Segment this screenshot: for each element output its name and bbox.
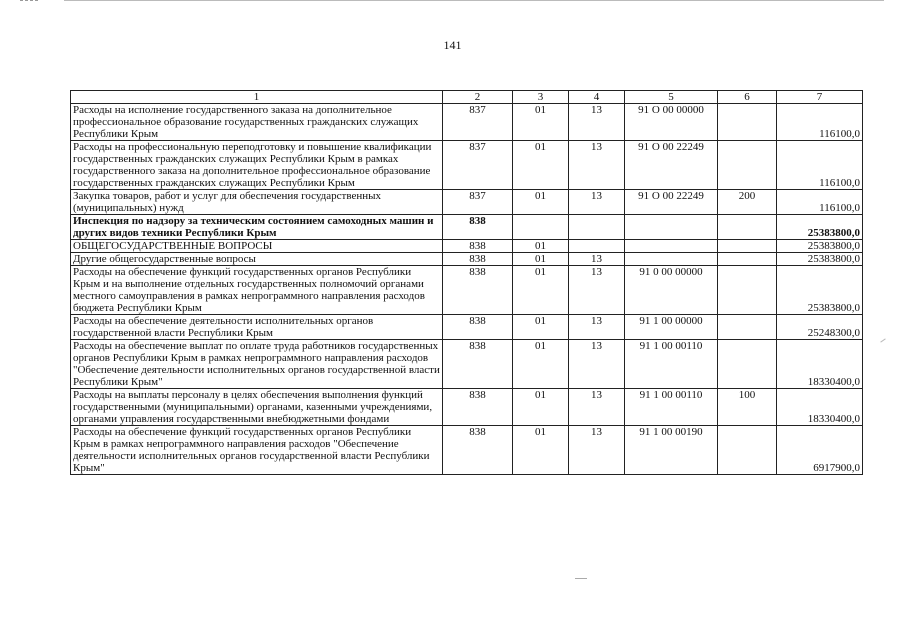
row-ministry-code-cell: 837 xyxy=(443,190,513,215)
row-subsection-cell: 13 xyxy=(569,190,625,215)
column-header: 2 xyxy=(443,91,513,104)
row-name-cell: Расходы на обеспечение деятельности исполнительных органов государственной власти Республики Крым xyxy=(71,315,443,340)
row-target-article-cell: 91 1 00 00000 xyxy=(625,315,718,340)
row-subsection-cell: 13 xyxy=(569,315,625,340)
row-ministry-code-cell: 838 xyxy=(443,240,513,253)
row-expense-type-cell: 100 xyxy=(718,389,777,426)
table-row xyxy=(71,190,863,215)
row-section-cell: 01 xyxy=(513,104,569,141)
row-expense-type-cell xyxy=(718,340,777,389)
row-amount-cell: 25383800,0 xyxy=(777,266,863,315)
row-name-cell: Расходы на исполнение государственного заказа на дополнительное профессиональное образование государственных гражданских служащих Республики Крым xyxy=(71,104,443,141)
row-amount-cell: 6917900,0 xyxy=(777,426,863,475)
row-expense-type-cell xyxy=(718,240,777,253)
table-row xyxy=(71,141,863,190)
row-section-cell: 01 xyxy=(513,389,569,426)
row-section-cell: 01 xyxy=(513,190,569,215)
scan-artifact xyxy=(64,0,884,1)
row-name-cell: ОБЩЕГОСУДАРСТВЕННЫЕ ВОПРОСЫ xyxy=(71,240,443,253)
row-ministry-code-cell: 838 xyxy=(443,426,513,475)
row-target-article-cell: 91 О 00 22249 xyxy=(625,141,718,190)
scan-artifact xyxy=(20,0,38,2)
column-header: 1 xyxy=(71,91,443,104)
row-section-cell: 01 xyxy=(513,426,569,475)
row-ministry-code-cell: 837 xyxy=(443,104,513,141)
table-row xyxy=(71,426,863,475)
row-amount-cell: 116100,0 xyxy=(777,104,863,141)
row-ministry-code-cell: 838 xyxy=(443,253,513,266)
row-name-cell: Закупка товаров, работ и услуг для обеспечения государственных (муниципальных) нужд xyxy=(71,190,443,215)
row-amount-cell: 25383800,0 xyxy=(777,215,863,240)
row-subsection-cell: 13 xyxy=(569,389,625,426)
row-subsection-cell: 13 xyxy=(569,426,625,475)
table-row xyxy=(71,266,863,315)
row-target-article-cell xyxy=(625,215,718,240)
row-name-cell: Расходы на обеспечение выплат по оплате труда работников государственных органов Республики Крым в рамках непрограммного направления расходов "Обеспечение деятельности исполнительных органов государственной власти Республики Крым" xyxy=(71,340,443,389)
row-amount-cell: 18330400,0 xyxy=(777,389,863,426)
row-subsection-cell: 13 xyxy=(569,104,625,141)
row-amount-cell: 25383800,0 xyxy=(777,253,863,266)
row-target-article-cell xyxy=(625,240,718,253)
row-subsection-cell xyxy=(569,215,625,240)
column-header: 5 xyxy=(625,91,718,104)
row-section-cell: 01 xyxy=(513,340,569,389)
table-row xyxy=(71,315,863,340)
page-number: 141 xyxy=(443,38,462,52)
row-subsection-cell: 13 xyxy=(569,340,625,389)
table-row xyxy=(71,340,863,389)
row-section-cell xyxy=(513,215,569,240)
row-name-cell: Инспекция по надзору за техническим состоянием самоходных машин и других видов техники Республики Крым xyxy=(71,215,443,240)
scan-artifact xyxy=(575,578,587,579)
row-name-cell: Расходы на обеспечение функций государственных органов Республики Крым в рамках непрограммного направления расходов "Обеспечение деятельности исполнительных органов государственной власти Республики Крым" xyxy=(71,426,443,475)
row-target-article-cell: 91 1 00 00110 xyxy=(625,389,718,426)
row-expense-type-cell: 200 xyxy=(718,190,777,215)
row-target-article-cell xyxy=(625,253,718,266)
row-target-article-cell: 91 О 00 00000 xyxy=(625,104,718,141)
row-ministry-code-cell: 837 xyxy=(443,141,513,190)
budget-table xyxy=(70,90,863,475)
row-section-cell: 01 xyxy=(513,240,569,253)
table-row xyxy=(71,240,863,253)
row-subsection-cell xyxy=(569,240,625,253)
row-expense-type-cell xyxy=(718,104,777,141)
column-header: 4 xyxy=(569,91,625,104)
scan-artifact xyxy=(880,338,885,342)
column-header: 6 xyxy=(718,91,777,104)
row-section-cell: 01 xyxy=(513,141,569,190)
row-ministry-code-cell: 838 xyxy=(443,266,513,315)
row-amount-cell: 25383800,0 xyxy=(777,240,863,253)
row-expense-type-cell xyxy=(718,266,777,315)
row-name-cell: Другие общегосударственные вопросы xyxy=(71,253,443,266)
row-amount-cell: 116100,0 xyxy=(777,190,863,215)
row-expense-type-cell xyxy=(718,426,777,475)
row-amount-cell: 116100,0 xyxy=(777,141,863,190)
column-header: 3 xyxy=(513,91,569,104)
row-ministry-code-cell: 838 xyxy=(443,340,513,389)
row-name-cell: Расходы на обеспечение функций государственных органов Республики Крым и на выполнение отдельных государственных полномочий органами местного самоуправления в рамках непрограммного направления расходов бюджета Республики Крым xyxy=(71,266,443,315)
row-section-cell: 01 xyxy=(513,315,569,340)
row-target-article-cell: 91 1 00 00190 xyxy=(625,426,718,475)
table-row xyxy=(71,215,863,240)
table-row xyxy=(71,389,863,426)
row-ministry-code-cell: 838 xyxy=(443,215,513,240)
row-ministry-code-cell: 838 xyxy=(443,389,513,426)
row-expense-type-cell xyxy=(718,215,777,240)
row-section-cell: 01 xyxy=(513,266,569,315)
row-subsection-cell: 13 xyxy=(569,266,625,315)
row-amount-cell: 25248300,0 xyxy=(777,315,863,340)
row-amount-cell: 18330400,0 xyxy=(777,340,863,389)
table-row xyxy=(71,253,863,266)
row-section-cell: 01 xyxy=(513,253,569,266)
table-row xyxy=(71,104,863,141)
row-ministry-code-cell: 838 xyxy=(443,315,513,340)
table-header-row xyxy=(71,91,863,104)
row-target-article-cell: 91 1 00 00110 xyxy=(625,340,718,389)
row-subsection-cell: 13 xyxy=(569,253,625,266)
row-target-article-cell: 91 0 00 00000 xyxy=(625,266,718,315)
column-header: 7 xyxy=(777,91,863,104)
row-target-article-cell: 91 О 00 22249 xyxy=(625,190,718,215)
row-expense-type-cell xyxy=(718,141,777,190)
row-expense-type-cell xyxy=(718,253,777,266)
row-name-cell: Расходы на выплаты персоналу в целях обеспечения выполнения функций государственными (муниципальными) органами, казенными учреждениями, органами управления государственными внебюджетными фондами xyxy=(71,389,443,426)
row-expense-type-cell xyxy=(718,315,777,340)
row-subsection-cell: 13 xyxy=(569,141,625,190)
row-name-cell: Расходы на профессиональную переподготовку и повышение квалификации государственных гражданских служащих Республики Крым в рамках государственного заказа на дополнительное профессиональное образование государственных гражданских служащих Республики Крым xyxy=(71,141,443,190)
